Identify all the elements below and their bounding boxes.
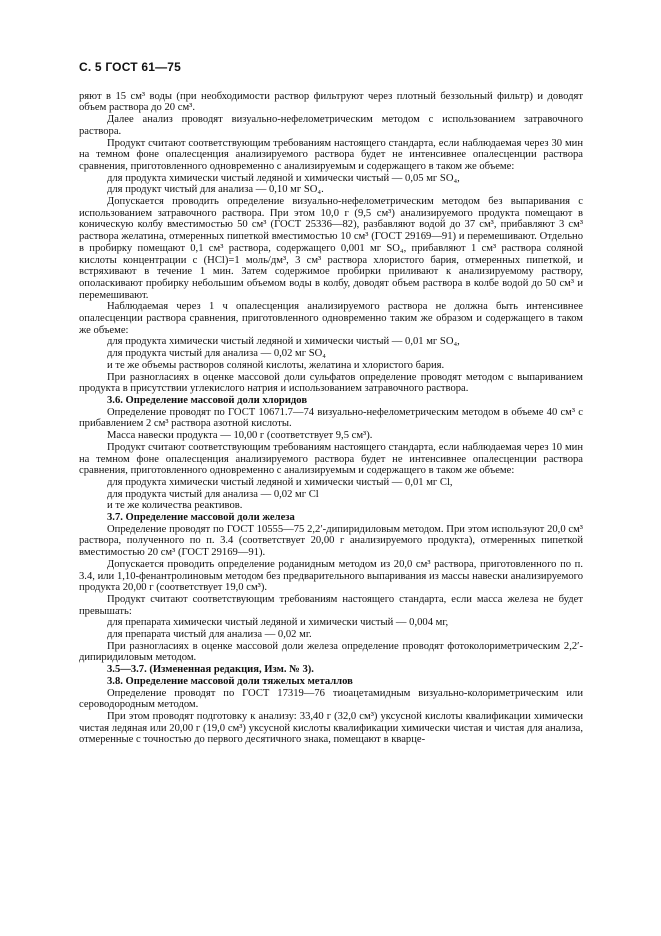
revision-note: 3.5—3.7. (Измененная редакция, Изм. № 3).	[107, 664, 314, 676]
paragraph: Продукт считают соответствующим требованиям настоящего стандарта, если масса железа не будет превышать:	[79, 593, 583, 617]
list-item: для продукт чистый для анализа — 0,10 мг SO₄.	[107, 184, 324, 196]
paragraph: Допускается проводить определение роданидным методом из 20,0 см³ раствора, приготовленного по п. 3.4, или 1,10-фенантролиновым методом без предварительного выпаривания из массы навески анализируемого продукта 20,00 г (соответствует 19,0 см³).	[79, 558, 583, 594]
list-item: и те же количества реактивов.	[107, 500, 243, 512]
list-item: для продукта чистый для анализа — 0,02 мг Cl	[107, 488, 319, 500]
paragraph: Наблюдаемая через 1 ч опалесценция анализируемого раствора не должна быть интенсивнее опалесценции раствора сравнения, приготовленного одновременно таким же образом и содержащего в таком же объеме:	[79, 301, 583, 336]
paragraph: Продукт считают соответствующим требованиям настоящего стандарта, если наблюдаемая через 10 мин на темном фоне опалесценция анализируемого раствора будет не интенсивнее опалесценции раствора сравнения, приготовленного одновременно с анализируемым и содержащего в таком же объеме:	[79, 441, 583, 477]
page-header: С. 5 ГОСТ 61—75	[79, 60, 182, 74]
paragraph: При разногласиях в оценке массовой доли сульфатов определение проводят методом с выпариванием продукта в присутствии углекислого натрия и использованием затравочного раствора.	[79, 371, 583, 395]
paragraph: При этом проводят подготовку к анализу: 33,40 г (32,0 см³) уксусной кислоты квалификации химически чистая ледяная или 20,00 г (19,0 см³) уксусной кислоты квалификации химически чистая и чистая для анализа, отмеренные с точностью до первого десятичного знака, помещают в кварце-	[79, 710, 583, 746]
list-item: для продукта химически чистый ледяной и химически чистый — 0,01 мг Cl,	[107, 476, 453, 488]
paragraph: Определение проводят по ГОСТ 10555—75 2,2′-дипиридиловым методом. При этом используют 20,0 см³ раствора, полученного по п. 3.4 (соответствует 20,00 г анализируемого продукта), отмеренных пипеткой вместимостью 20 см³ (ГОСТ 29169—91).	[79, 523, 583, 559]
list-item: для продукта чистый для анализа — 0,02 мг SO₄	[107, 348, 326, 360]
list-item: для продукта химически чистый ледяной и химически чистый — 0,01 мг SO₄,	[107, 336, 460, 348]
list-item: и те же объемы растворов соляной кислоты, желатина и хлористого бария.	[107, 359, 445, 371]
section-heading: 3.8. Определение массовой доли тяжелых металлов	[107, 675, 353, 687]
paragraph: ряют в 15 см³ воды (при необходимости раствор фильтруют через плотный беззольный фильтр) и доводят объем раствора до 20 см³.	[79, 90, 583, 114]
paragraph: При разногласиях в оценке массовой доли железа определение проводят фотоколориметрическим 2,2′-дипиридиловым методом.	[79, 640, 583, 664]
list-item: для продукта химически чистый ледяной и химически чистый — 0,05 мг SO₄,	[107, 172, 460, 184]
paragraph: Масса навески продукта — 10,00 г (соответствует 9,5 см³).	[107, 430, 373, 442]
paragraph: Далее анализ проводят визуально-нефелометрическим методом с использованием затравочного раствора.	[79, 114, 583, 137]
paragraph: Определение проводят по ГОСТ 17319—76 тиоацетамидным визуально-колориметрическим или сероводородным методом.	[79, 687, 583, 711]
paragraph: Продукт считают соответствующим требованиям настоящего стандарта, если наблюдаемая через 30 мин на темном фоне опалесценция анализируемого раствора будет не интенсивнее опалесценции раствора сравнения, приготовленного одновременно с анализируемым и содержащего в таком же объеме:	[79, 137, 583, 172]
document-page	[79, 62, 583, 746]
list-item: для препарата чистый для анализа — 0,02 мг.	[107, 629, 312, 641]
section-heading: 3.6. Определение массовой доли хлоридов	[107, 394, 308, 406]
section-heading: 3.7. Определение массовой доли железа	[107, 512, 295, 524]
paragraph: Допускается проводить определение визуально-нефелометрическим методом без выпаривания с использованием затравочного раствора. При этом 10,0 г (9,5 см³) анализируемого продукта помещают в коническую колбу вместимостью 50 см³ (ГОСТ 25336—82), разбавляют водой до 37 см³, прибавляют 3 см³ раствора желатина, отмеренных пипеткой вместимостью 10 см³ (ГОСТ 29169—91) и перемешивают. Отдельно в пробирку помещают 0,1 см³ раствора, содержащего 0,001 мг SO₄, прибавляют 1 см³ раствора соляной кислоты концентрации c (HCl)=1 моль/дм³, 3 см³ раствора хлористого бария, отмеренных пипеткой, и встряхивают в течение 1 мин. Затем содержимое пробирки приливают к анализируемому раствору, ополаскивают пробирку небольшим объемом воды в колбу, доводят объем раствора в колбе водой до 50 см³ и перемешивают.	[79, 196, 583, 301]
paragraph: Определение проводят по ГОСТ 10671.7—74 визуально-нефелометрическим методом в объеме 40 см³ с прибавлением 2 см³ раствора азотной кислоты.	[79, 406, 583, 430]
list-item: для препарата химически чистый ледяной и химически чистый — 0,004 мг,	[107, 617, 449, 629]
